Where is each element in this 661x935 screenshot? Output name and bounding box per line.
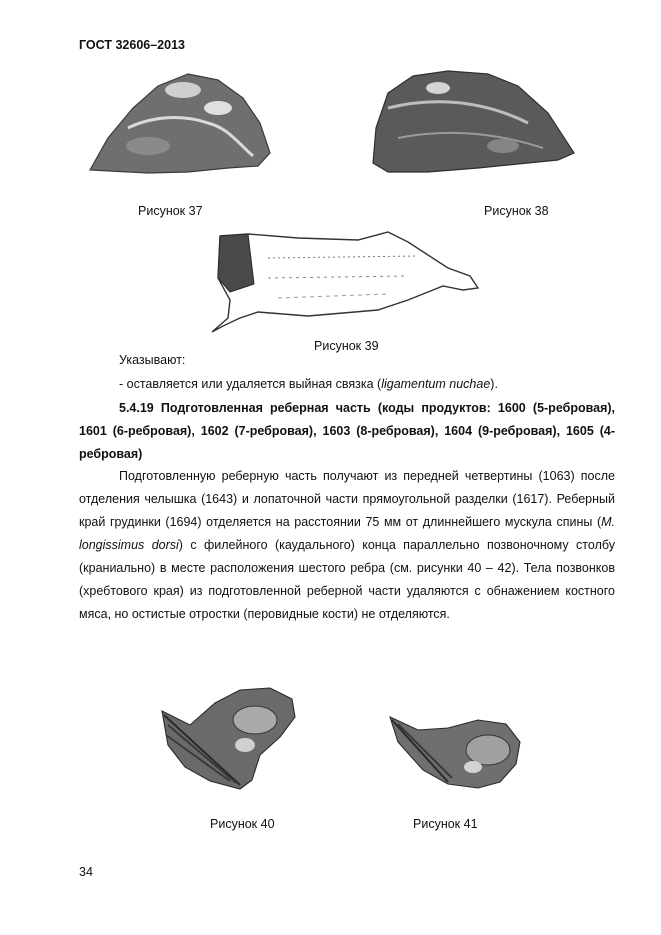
figure-41-caption: Рисунок 41 xyxy=(413,817,478,831)
ligament-latin: ligamentum nuchae xyxy=(381,377,491,391)
page-number: 34 xyxy=(79,865,93,879)
document-header: ГОСТ 32606–2013 xyxy=(79,38,185,52)
figure-41-image xyxy=(388,712,525,790)
figure-40-image xyxy=(160,685,300,793)
indicate-text: Указывают: xyxy=(119,353,186,367)
figure-37-image xyxy=(88,68,273,176)
body-latin: M. longissimus dorsi xyxy=(79,515,615,552)
indicate-label xyxy=(79,349,615,372)
body-text-end: ) с филейного (каудального) конца параллельно позвоночному столбу (краниально) в месте расположения шестого ребра (см. рисунки 40 – 42). Тела позвонков (хребтового края) из подготовленной реберной части удаляются с обнажением костного мяса, но остистые отростки (перовидные кости) не отделяются. xyxy=(79,538,615,621)
figure-39-image xyxy=(208,228,486,334)
figure-38-caption: Рисунок 38 xyxy=(484,204,549,218)
ligament-text: - оставляется или удаляется выйная связка ( xyxy=(119,377,382,391)
ligament-text-end: ). xyxy=(490,377,498,391)
figure-39-caption: Рисунок 39 xyxy=(314,339,379,353)
figure-38-image xyxy=(368,68,580,178)
body-text: Подготовленную реберную часть получают из передней четвертины (1063) после отделения челышка (1643) и лопаточной части прямоугольной разделки (1617). Реберный край грудинки (1694) отделяется на расстоянии 75 мм от длиннейшего мускула спины ( xyxy=(79,469,615,529)
section-heading: 5.4.19 Подготовленная реберная часть (коды продуктов: 1600 (5-ребровая), 1601 (6-ребровая), 1602 (7-ребровая), 1603 (8-ребровая), 1604 (9-ребровая), 1605 (4-ребровая) xyxy=(79,401,615,461)
figure-40-caption: Рисунок 40 xyxy=(210,817,275,831)
figure-37-caption: Рисунок 37 xyxy=(138,204,203,218)
body-paragraph xyxy=(79,465,615,626)
ligament-line xyxy=(79,373,615,396)
